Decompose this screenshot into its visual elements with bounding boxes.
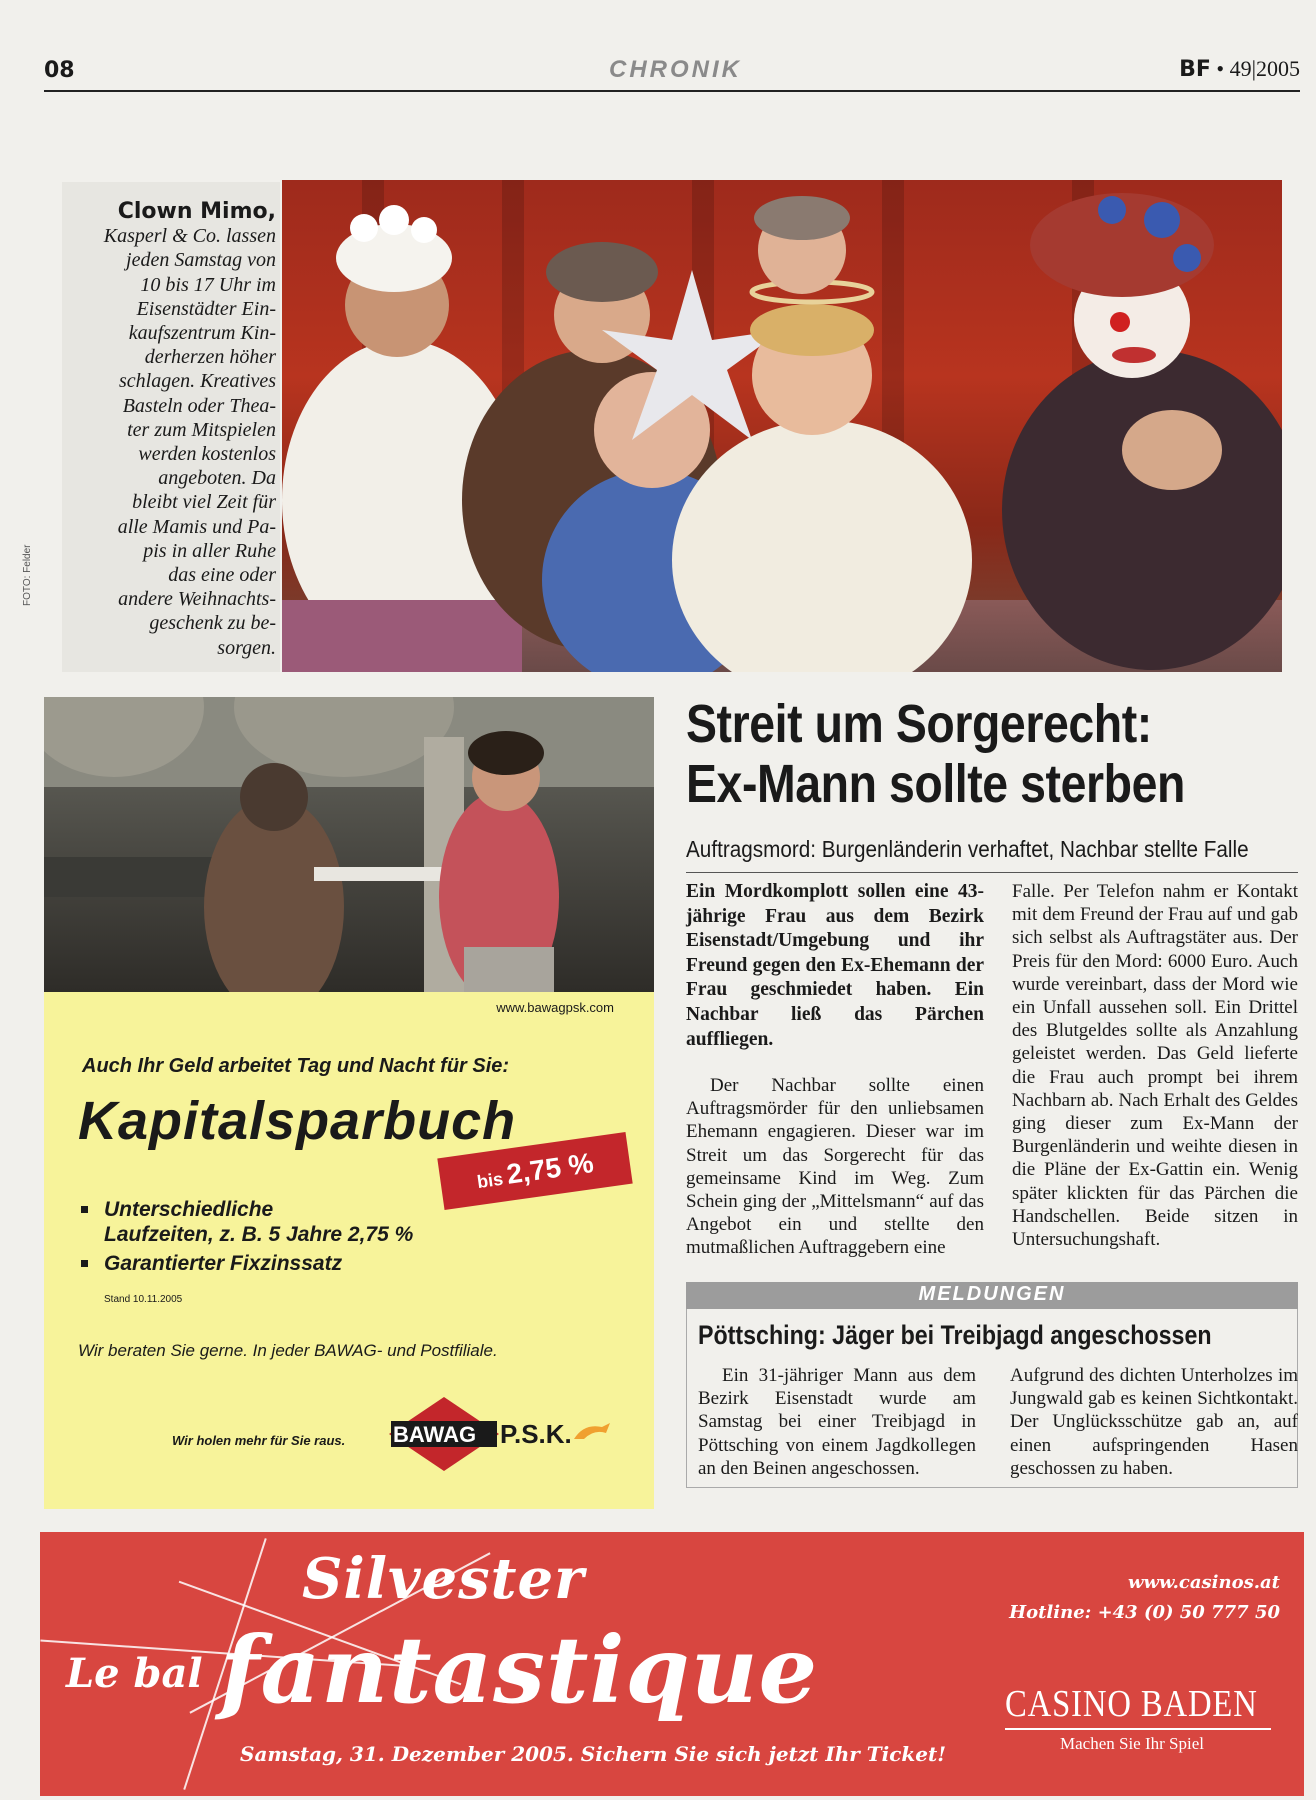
rate-value: 2,75 %: [504, 1146, 596, 1190]
caption-line: Eisenstädter Ein-: [136, 297, 276, 320]
rate-prefix: bis: [475, 1168, 505, 1193]
ad-stand-date: Stand 10.11.2005: [104, 1294, 183, 1305]
caption-line: schlagen. Kreatives: [118, 370, 276, 393]
psk-text: P.S.K.: [500, 1419, 572, 1449]
article-lead: Ein Mordkomplott sollen eine 43-jährige Frau aus dem Bezirk Eisenstadt/Umgebung und ihr Freund gegen den Ex-Ehemann der Frau geschmiedet haben. Ein Nachbar ließ das Pärchen auffliegen.: [686, 881, 984, 1050]
post-horn-icon: [572, 1421, 612, 1443]
article-headline: [686, 694, 1219, 814]
caption-line: werden kostenlos: [138, 443, 276, 466]
article-body-col2: Falle. Per Telefon nahm er Kontakt mit dem Freund der Frau auf und gab sich selbst als Auftragstäter aus. Der Preis für den Mord: 6000 Euro. Auch wurde vereinbart, dass der Mord wie ein Unfall aussehen soll. Ein Drittel des Blutgeldes sollte als Anzahlung geleistet werden. Das Geld lieferte die Frau auch prompt bei ihrem Nachbarn ab. Nach Erhalt des Geldes ging dieser zum Ex-Mann der Burgenländerin und weihte diesen in die Pläne der Ex-Gattin ein. Wenig später klickten für das Pärchen die Handschellen. Beide sitzen in Untersuchungshaft.: [1012, 881, 1298, 1251]
issue-number: 49|2005: [1229, 56, 1300, 81]
photo-figures: [282, 180, 1282, 672]
page-number: 08: [44, 58, 75, 83]
casino-title-top: Silvester: [302, 1546, 585, 1612]
casino-title-main: fantastique: [220, 1616, 819, 1724]
casino-advertisement[interactable]: [40, 1532, 1304, 1796]
caption-line: Kasperl & Co. lassen: [103, 225, 276, 248]
caption-line: bleibt viel Zeit für: [132, 491, 276, 514]
caption-line: kaufszentrum Kin-: [128, 322, 276, 345]
ad-photo: [44, 697, 654, 992]
photo-caption: [62, 182, 280, 672]
caption-line: jeden Samstag von: [126, 249, 276, 272]
casino-date-line: Samstag, 31. Dezember 2005. Sichern Sie sich jetzt Ihr Ticket!: [240, 1742, 947, 1766]
section-title: CHRONIK: [609, 56, 742, 83]
brand-logo: BF: [1179, 57, 1211, 82]
caption-line: ter zum Mitspielen: [127, 418, 276, 441]
caption-line: alle Mamis und Pa-: [117, 515, 276, 538]
ad-advice: Wir beraten Sie gerne. In jeder BAWAG- und Postfiliale.: [78, 1341, 498, 1360]
caption-line: Basteln oder Thea-: [122, 394, 276, 417]
headline-line: Ex-Mann sollte sterben: [686, 754, 1185, 814]
caption-head: Clown Mimo,: [117, 199, 276, 224]
bawag-wordmark: BAWAG: [393, 1422, 477, 1447]
ad-bullet: [78, 1251, 413, 1276]
headline-line: Streit um Sorgerecht:: [686, 694, 1152, 754]
news-brief-col2: Aufgrund des dichten Unterholzes im Jungwald gab es keinen Sichtkontakt. Der Unglücksschütze gab an, auf einen aufspringenden Hasen geschossen zu haben.: [1010, 1365, 1298, 1479]
article-paragraph: Der Nachbar sollte einen Auftragsmörder für den unliebsamen Ehemann engagieren. Dieser war im Streit um das Sorgerecht für das gemeinsame Kind im Weg. Zum Schein ging der „Mittelsmann“ auf das Angebot ein und stellte den mutmaßlichen Auftraggebern eine: [686, 1075, 984, 1259]
ad-slogan: Wir holen mehr für Sie raus.: [172, 1433, 346, 1448]
ad-product-name: Kapitalsparbuch: [78, 1091, 517, 1151]
ad-scene: [44, 697, 654, 992]
ad-url-link[interactable]: www.bawagpsk.com: [496, 1000, 614, 1015]
caption-line: andere Weihnachts-: [118, 588, 276, 611]
caption-line: angeboten. Da: [158, 467, 276, 490]
bawag-advertisement[interactable]: [44, 697, 654, 1509]
casino-hotline: Hotline: +43 (0) 50 777 50: [1009, 1602, 1280, 1623]
bullet-line: Garantierter Fixzinssatz: [104, 1252, 343, 1275]
divider: [686, 872, 1298, 873]
page-header: [44, 52, 1300, 92]
bullet-line: Laufzeiten, z. B. 5 Jahre 2,75 %: [104, 1223, 414, 1246]
casino-claim: Machen Sie Ihr Spiel: [1060, 1734, 1204, 1753]
caption-line: pis in aller Ruhe: [143, 539, 276, 562]
caption-text: [62, 182, 280, 660]
children-clown-photo: [282, 180, 1282, 672]
issue-info: [1179, 56, 1300, 82]
article-body-col1: [686, 1074, 984, 1260]
news-brief-col1: [698, 1364, 976, 1480]
casino-url-link[interactable]: www.casinos.at: [1127, 1572, 1280, 1593]
brief-paragraph: Ein 31-jähriger Mann aus dem Bezirk Eisenstadt wurde am Samstag bei einer Treibjagd in Pöttsching von einem Jagdkollegen an den Beinen angeschossen.: [698, 1365, 976, 1479]
caption-line: geschenk zu be-: [149, 612, 276, 635]
psk-wordmark: [500, 1419, 612, 1450]
photo-credit: FOTO: Felder: [22, 544, 33, 606]
ad-bullet-list: [78, 1197, 413, 1280]
caption-line: das eine oder: [168, 564, 276, 587]
casino-title-prefix: Le bal: [66, 1650, 203, 1697]
article-subhead: Auftragsmord: Burgenländerin verhaftet, Nachbar stellte Falle: [686, 836, 1249, 862]
caption-line: derherzen höher: [144, 346, 276, 369]
caption-line: sorgen.: [217, 636, 276, 659]
bullet-line: Unterschiedliche: [104, 1198, 274, 1221]
ad-bullet: [78, 1197, 413, 1247]
issue-separator: •: [1216, 56, 1225, 81]
news-brief-label: MELDUNGEN: [918, 1283, 1066, 1305]
divider: [1005, 1728, 1271, 1730]
ad-tagline: Auch Ihr Geld arbeitet Tag und Nacht für Sie:: [82, 1055, 510, 1077]
caption-line: 10 bis 17 Uhr im: [140, 273, 276, 296]
casino-name: CASINO BADEN: [1005, 1683, 1258, 1725]
news-brief-headline: Pöttsching: Jäger bei Treibjagd angeschossen: [698, 1320, 1212, 1350]
